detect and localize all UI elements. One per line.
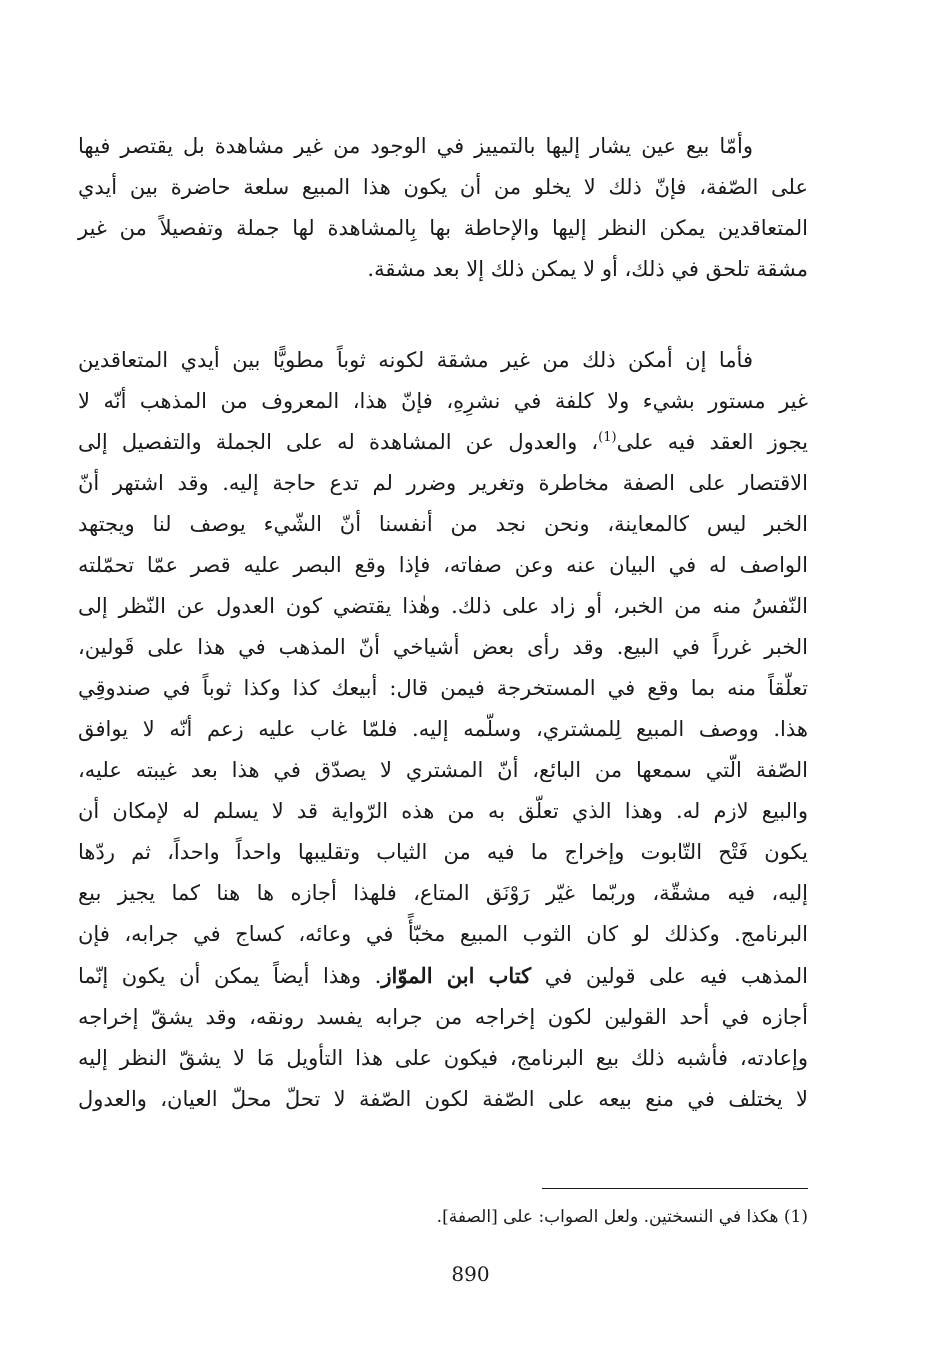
paragraph-line: وأمّا بيع عين يشار إليها بالتمييز في الوجود من غير مشاهدة بل يقتصر فيها bbox=[78, 134, 753, 158]
footnote-reference: (1) bbox=[598, 430, 617, 445]
footnote-divider bbox=[542, 1188, 808, 1189]
paragraph-line: هذا. ووصف المبيع لِلمشتري، وسلّمه إليه. فلمّا غاب عليه زعم أنّه لا يوافق bbox=[78, 717, 808, 741]
paragraph-line: الخبر ليس كالمعاينة، ونحن نجد من أنفسنا أنّ الشّيء يوصف لنا ويجتهد bbox=[78, 512, 808, 536]
paragraph-line: الاقتصار على الصفة مخاطرة وتغرير وضرر لم تدع حاجة إليه. وقد اشتهر أنّ bbox=[78, 471, 808, 495]
paragraph-line: الصّفة الّتي سمعها من البائع، أنّ المشتري لا يصدّق في هذا بعد غيبته عليه، bbox=[78, 758, 808, 782]
line-text: ، والعدول عن المشاهدة له على الجملة والتفصيل إلى bbox=[78, 430, 599, 454]
paragraph-line bbox=[78, 955, 808, 997]
paragraph-line: النّفسُ منه من الخبر، أو زاد على ذلك. وهٰذا يقتضي كون العدول عن النّظر إلى bbox=[78, 594, 808, 618]
line-text: يجوز العقد فيه على bbox=[616, 430, 808, 454]
paragraph-line: أجازه في أحد القولين لكون إخراجه من جرابه يفسد رونقه، وقد يشقّ إخراجه bbox=[78, 1005, 808, 1029]
paragraph-1 bbox=[78, 126, 808, 290]
paragraph-line: وإعادته، فأشبه ذلك بيع البرنامج، فيكون على هذا التأويل مَا لا يشقّ النظر إليه bbox=[78, 1046, 808, 1070]
paragraph-line: يكون فَتْح التّابوت وإخراج ما فيه من الثياب وتقليبها واحداً واحداً، ثم ردّها bbox=[78, 840, 808, 864]
paragraph-line: مشقة تلحق في ذلك، أو لا يمكن ذلك إلا بعد مشقة. bbox=[367, 257, 808, 281]
paragraph-line: لا يختلف في منع بيعه على الصّفة لكون الصّفة لا تحلّ محلّ العيان، والعدول bbox=[78, 1087, 808, 1111]
book-title: كتاب ابن الموّاز bbox=[381, 963, 532, 988]
footnote-marker: (1) bbox=[783, 1207, 808, 1227]
paragraph-2 bbox=[78, 340, 808, 1120]
paragraph-line: فأما إن أمكن ذلك من غير مشقة لكونه ثوباً مطويًّا بين أيدي المتعاقدين bbox=[78, 348, 753, 372]
paragraph-line: إليه، فيه مشقّة، وربّما غيّر رَوْنَق المتاع، فلهذا أجازه ها هنا كما يجيز بيع bbox=[78, 881, 808, 905]
footnote bbox=[300, 1202, 808, 1232]
footnote-text: هكذا في النسختين. ولعل الصواب: على [الصفة]. bbox=[436, 1207, 779, 1227]
paragraph-line: تعلّقاً منه بما وقع في المستخرجة فيمن قال: أبيعك كذا وكذا ثوباً في صندوقِي bbox=[78, 676, 808, 700]
page-number: 890 bbox=[451, 1262, 490, 1286]
paragraph-line: على الصّفة، فإنّ ذلك لا يخلو من أن يكون هذا المبيع سلعة حاضرة بين أيدي bbox=[78, 175, 808, 199]
paragraph-line: البرنامج. وكذلك لو كان الثوب المبيع مخبّأً في وعائه، كساج في جرابه، فإن bbox=[78, 922, 808, 946]
line-text: المذهب فيه على قولين في bbox=[544, 964, 808, 988]
line-text: . وهذا أيضاً يمكن أن يكون إنّما bbox=[78, 964, 382, 988]
paragraph-line: المتعاقدين يمكن النظر إليها والإحاطة بها بِالمشاهدة لها جملة وتفصيلاً من غير bbox=[78, 216, 808, 240]
paragraph-line: الواصف له في البيان عنه وعن صفاته، فإذا وقع البصر عليه قصر عمّا تحمّلته bbox=[78, 553, 808, 577]
paragraph-line: الخبر غرراً في البيع. وقد رأى بعض أشياخي أنّ المذهب في هذا على قَولين، bbox=[78, 635, 808, 659]
paragraph-line bbox=[78, 422, 808, 463]
paragraph-line: غير مستور بشيء ولا كلفة في نشرِهِ، فإنّ هذا، المعروف من المذهب أنّه لا bbox=[78, 389, 808, 413]
paragraph-line: والبيع لازم له. وهذا الذي تعلّق به من هذه الرّواية قد لا يسلم له لإمكان أن bbox=[78, 799, 808, 823]
